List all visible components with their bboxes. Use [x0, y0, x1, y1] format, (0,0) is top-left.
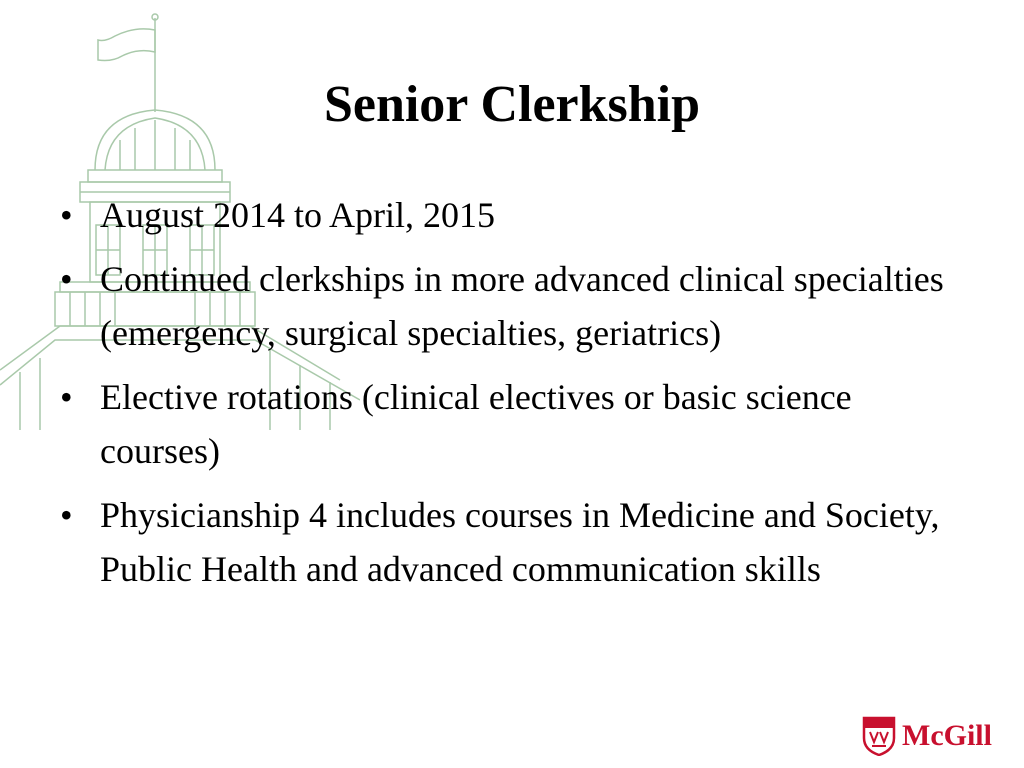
list-item	[60, 252, 960, 360]
bullet-text: August 2014 to April, 2015	[100, 195, 496, 235]
list-item	[60, 188, 960, 242]
bullet-list	[60, 188, 960, 606]
slide-title: Senior Clerkship	[323, 76, 701, 133]
list-item	[60, 488, 960, 596]
bullet-text: Elective rotations (clinical electives or basic science courses)	[100, 377, 852, 471]
bullet-text: Continued clerkships in more advanced clinical specialties (emergency, surgical specialties, geriatrics)	[100, 259, 944, 353]
bullet-marker: •	[60, 259, 73, 299]
bullet-text: Physicianship 4 includes courses in Medicine and Society, Public Health and advanced communication skills	[100, 495, 940, 589]
bullet-marker: •	[60, 495, 73, 535]
logo-text: McGill	[902, 719, 992, 752]
mcgill-crest-icon	[862, 716, 896, 756]
mcgill-logo	[862, 712, 1012, 760]
bullet-marker: •	[60, 195, 73, 235]
bullet-marker: •	[60, 377, 73, 417]
list-item	[60, 370, 960, 478]
